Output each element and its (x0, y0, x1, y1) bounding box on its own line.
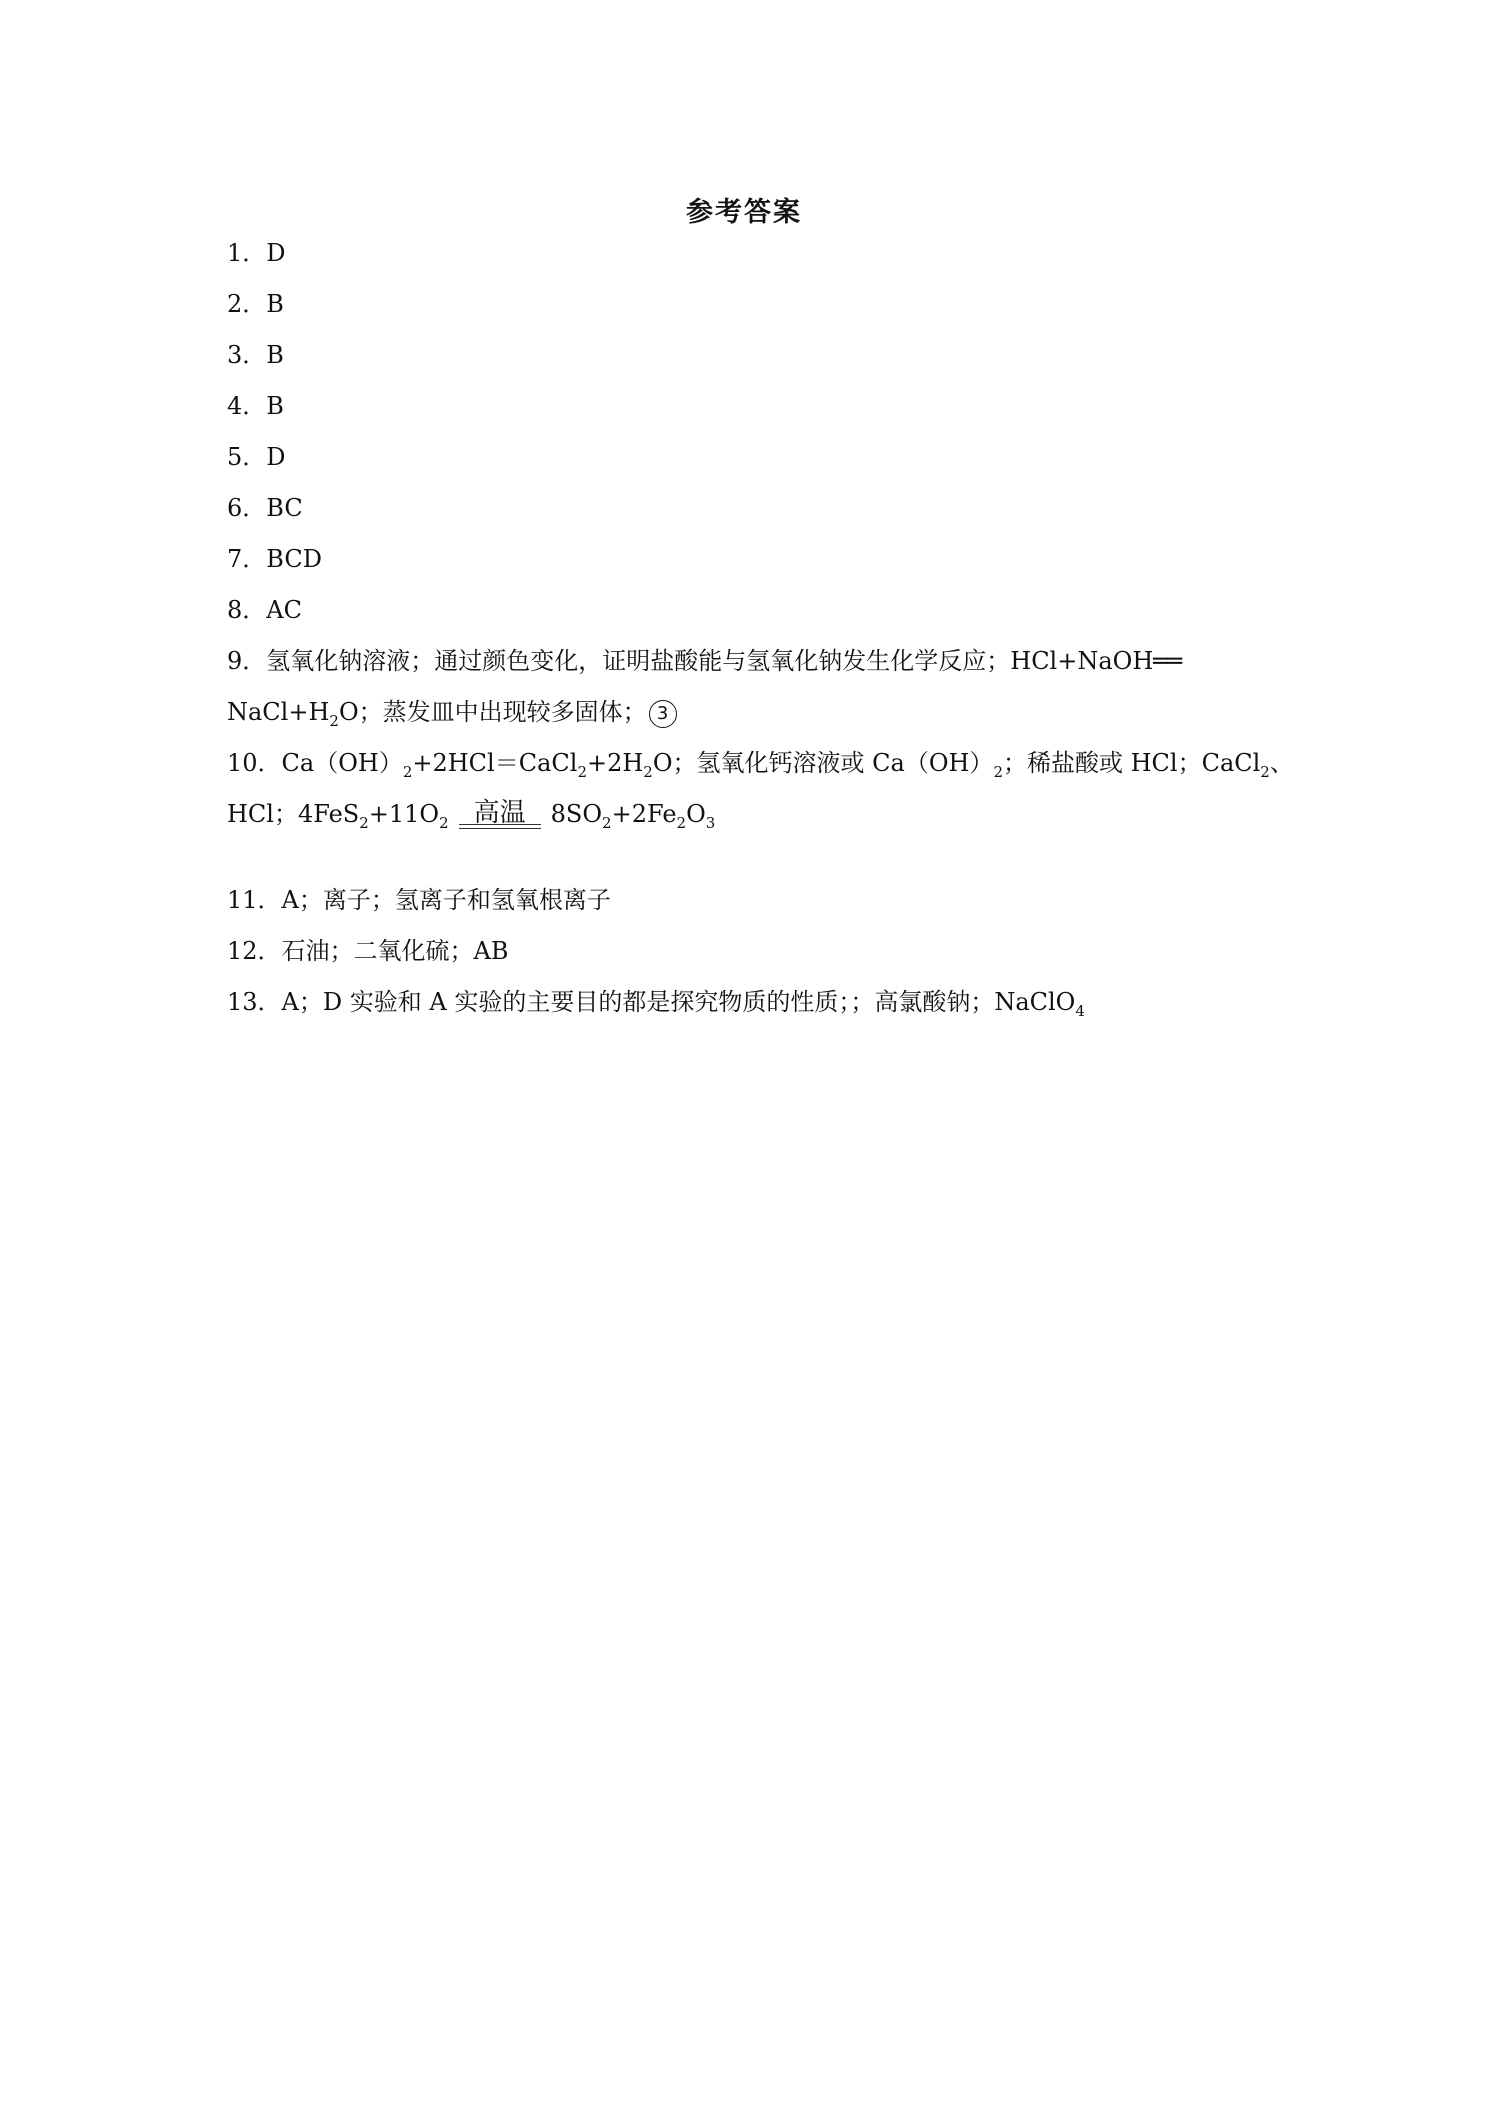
answer-10-text: ；稀盐酸或 HCl；CaCl (1002, 749, 1261, 777)
page-title: 参考答案 (686, 197, 802, 228)
subscript: 2 (1260, 762, 1270, 781)
answer-9-line-2 (227, 687, 1287, 738)
spacer (227, 840, 1287, 875)
subscript: 2 (402, 762, 413, 781)
answer-4: 4．B (227, 392, 284, 420)
answer-list (227, 228, 1294, 1028)
equals-line-top (459, 824, 541, 825)
answer-1: 1．D (227, 239, 286, 267)
answer-10-text: +2H (586, 749, 644, 777)
subscript: 4 (1075, 1001, 1085, 1020)
answer-9-line-1: 9．氢氧化钠溶液；通过颜色变化，证明盐酸能与氢氧化钠发生化学反应；HCl+NaOH══ (227, 647, 1183, 675)
answer-10-line-1 (227, 738, 1294, 789)
answer-13-text: 13．A；D 实验和 A 实验的主要目的都是探究物质的性质；；高氯酸钠；NaClO (227, 988, 1076, 1016)
subscript: 2 (676, 813, 687, 832)
subscript: 2 (439, 813, 449, 832)
subscript: 2 (329, 711, 339, 730)
answer-10-text: 、 (1269, 749, 1294, 777)
answer-10-text: +2Fe (611, 800, 677, 828)
subscript: 2 (577, 762, 587, 781)
subscript: 3 (705, 813, 716, 832)
answer-12: 12．石油；二氧化硫；AB (227, 937, 509, 965)
answer-10-line-2 (227, 789, 1287, 840)
answer-10-text: O；氢氧化钙溶液或 Ca（OH） (652, 749, 994, 777)
answer-2: 2．B (227, 290, 284, 318)
answer-3: 3．B (227, 341, 284, 369)
answer-6: 6．BC (227, 494, 303, 522)
answer-10-text: 10．Ca（OH） (227, 749, 403, 777)
answer-9-text-b: O；蒸发皿中出现较多固体； (338, 698, 647, 726)
subscript: 2 (643, 762, 653, 781)
answer-11: 11．A；离子；氢离子和氢氧根离子 (227, 886, 611, 914)
answer-7: 7．BCD (227, 545, 322, 573)
answer-8: 8．AC (227, 596, 302, 624)
answer-5: 5．D (227, 443, 286, 471)
answer-10-text: HCl；4FeS (227, 800, 360, 828)
answer-10-text: +2HCl＝CaCl (412, 749, 578, 777)
subscript: 2 (602, 813, 612, 832)
reaction-condition-text: 高温 (473, 798, 526, 828)
subscript: 2 (993, 762, 1003, 781)
subscript: 2 (359, 813, 369, 832)
reaction-condition (459, 790, 541, 830)
answer-10-text: O (686, 800, 706, 828)
equals-line-bottom (459, 828, 541, 829)
answer-9-text-a: NaCl+H (227, 698, 330, 726)
answer-10-text: 8SO (550, 800, 603, 828)
answer-10-text: +11O (368, 800, 440, 828)
answer-13 (227, 977, 1287, 1028)
circled-number: 3 (649, 700, 677, 728)
